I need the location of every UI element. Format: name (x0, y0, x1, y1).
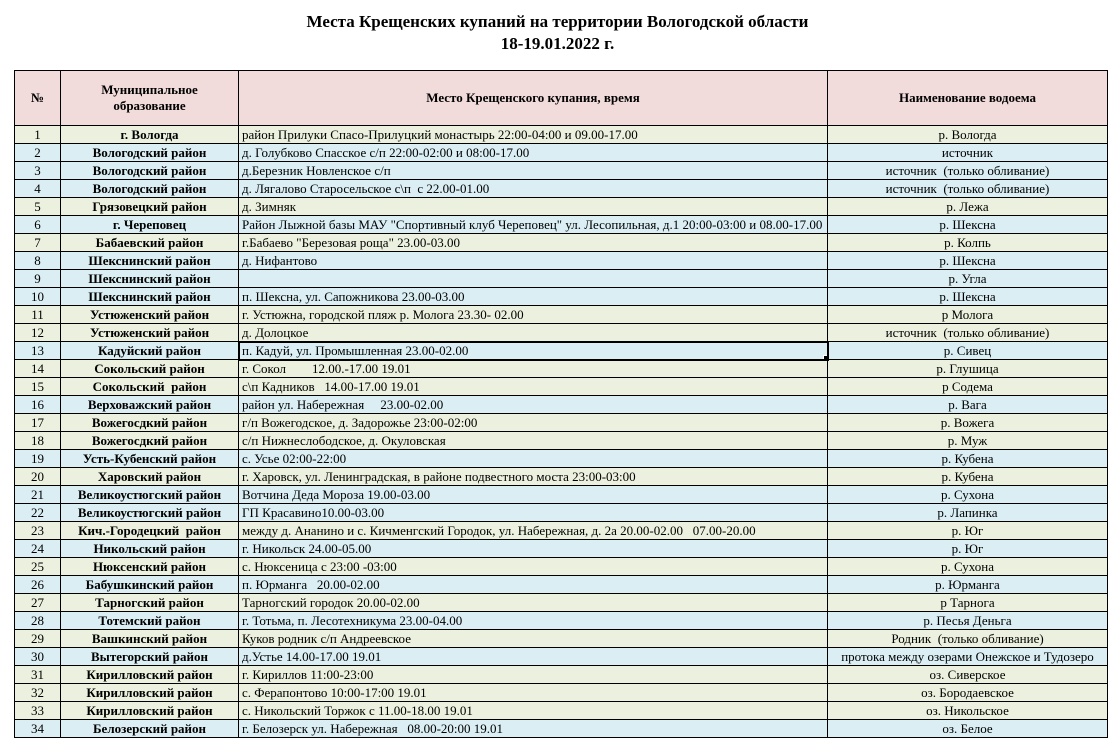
row-number-cell[interactable]: 14 (15, 360, 61, 378)
table-row (15, 252, 1108, 270)
table-row (15, 306, 1108, 324)
row-number-cell[interactable]: 1 (15, 126, 61, 144)
place-cell[interactable]: г. Сокол 12.00.-17.00 19.01 (239, 360, 828, 378)
municipality-cell[interactable]: Великоустюгский район (61, 486, 239, 504)
waterbody-cell[interactable]: р Молога (828, 306, 1108, 324)
waterbody-cell[interactable]: р. Шексна (828, 252, 1108, 270)
municipality-cell[interactable]: Кирилловский район (61, 684, 239, 702)
row-number-cell[interactable]: 6 (15, 216, 61, 234)
place-cell[interactable]: д. Долоцкое (239, 324, 828, 342)
waterbody-cell[interactable]: р. Вологда (828, 126, 1108, 144)
place-cell[interactable]: п. Шексна, ул. Сапожникова 23.00-03.00 (239, 288, 828, 306)
waterbody-cell[interactable]: источник (828, 144, 1108, 162)
table-row (15, 216, 1108, 234)
place-cell[interactable]: д. Зимняк (239, 198, 828, 216)
place-cell[interactable]: д. Лягалово Старосельское с\п с 22.00-01.00 (239, 180, 828, 198)
row-number-cell[interactable]: 11 (15, 306, 61, 324)
place-cell[interactable]: Тарногский городок 20.00-02.00 (239, 594, 828, 612)
table-row (15, 324, 1108, 342)
place-cell[interactable]: д. Голубково Спасское с/п 22:00-02:00 и 08:00-17.00 (239, 144, 828, 162)
municipality-cell[interactable]: Белозерский район (61, 720, 239, 738)
row-number-cell[interactable]: 7 (15, 234, 61, 252)
waterbody-cell[interactable]: р. Юг (828, 522, 1108, 540)
waterbody-cell[interactable]: р. Вага (828, 396, 1108, 414)
municipality-cell[interactable]: Сокольский район (61, 378, 239, 396)
row-number-cell[interactable]: 21 (15, 486, 61, 504)
table-row (15, 522, 1108, 540)
municipality-cell[interactable]: Кич.-Городецкий район (61, 522, 239, 540)
table-row (15, 720, 1108, 738)
table-row (15, 198, 1108, 216)
waterbody-cell[interactable]: р. Кубена (828, 468, 1108, 486)
header-row (15, 71, 1108, 126)
table-row (15, 144, 1108, 162)
waterbody-cell[interactable]: р. Угла (828, 270, 1108, 288)
municipality-cell[interactable]: Шекснинский район (61, 252, 239, 270)
municipality-cell[interactable]: Харовский район (61, 468, 239, 486)
place-cell[interactable] (239, 270, 828, 288)
waterbody-cell[interactable]: р. Лапинка (828, 504, 1108, 522)
place-cell[interactable]: г. Харовск, ул. Ленинградская, в районе подвестного моста 23:00-03:00 (239, 468, 828, 486)
row-number-cell[interactable]: 3 (15, 162, 61, 180)
municipality-cell[interactable]: Никольский район (61, 540, 239, 558)
waterbody-cell[interactable]: р. Муж (828, 432, 1108, 450)
place-cell[interactable]: Вотчина Деда Мороза 19.00-03.00 (239, 486, 828, 504)
waterbody-cell[interactable]: р. Юрманга (828, 576, 1108, 594)
place-cell[interactable]: ГП Красавино10.00-03.00 (239, 504, 828, 522)
page-title-line2: 18-19.01.2022 г. (500, 34, 615, 53)
place-cell[interactable]: Район Лыжной базы МАУ "Спортивный клуб Череповец" ул. Лесопильная, д.1 20:00-03:00 и 08.00-17.00 (239, 216, 828, 234)
row-number-cell[interactable]: 5 (15, 198, 61, 216)
row-number-cell[interactable]: 27 (15, 594, 61, 612)
place-cell[interactable]: между д. Ананино и с. Кичменгский Городок, ул. Набережная, д. 2а 20.00-02.00 07.00-20.00 (239, 522, 828, 540)
waterbody-cell[interactable]: р. Вожега (828, 414, 1108, 432)
waterbody-cell[interactable]: р. Шексна (828, 288, 1108, 306)
waterbody-cell[interactable]: р. Сухона (828, 486, 1108, 504)
municipality-cell[interactable]: Сокольский район (61, 360, 239, 378)
table-row (15, 288, 1108, 306)
table-row (15, 414, 1108, 432)
waterbody-cell[interactable]: протока между озерами Онежское и Тудозеро (828, 648, 1108, 666)
row-number-cell[interactable]: 17 (15, 414, 61, 432)
place-cell[interactable]: район ул. Набережная 23.00-02.00 (239, 396, 828, 414)
row-number-cell[interactable]: 26 (15, 576, 61, 594)
row-number-cell[interactable]: 34 (15, 720, 61, 738)
row-number-cell[interactable]: 25 (15, 558, 61, 576)
row-number-cell[interactable]: 19 (15, 450, 61, 468)
row-number-cell[interactable]: 23 (15, 522, 61, 540)
place-cell[interactable]: п. Кадуй, ул. Промышленная 23.00-02.00 (239, 342, 828, 360)
municipality-cell[interactable]: Вожегосдкий район (61, 414, 239, 432)
place-cell[interactable]: д. Нифантово (239, 252, 828, 270)
row-number-cell[interactable]: 20 (15, 468, 61, 486)
waterbody-cell[interactable]: р. Кубена (828, 450, 1108, 468)
waterbody-cell[interactable]: р. Лежа (828, 198, 1108, 216)
waterbody-cell[interactable]: р. Сухона (828, 558, 1108, 576)
municipality-cell[interactable]: Великоустюгский район (61, 504, 239, 522)
header-cell-number[interactable]: № (15, 71, 61, 126)
row-number-cell[interactable]: 12 (15, 324, 61, 342)
table-row (15, 432, 1108, 450)
municipality-cell[interactable]: Бабушкинский район (61, 576, 239, 594)
place-cell[interactable]: г/п Вожегодское, д. Задорожье 23:00-02:00 (239, 414, 828, 432)
waterbody-cell[interactable]: источник (только обливание) (828, 324, 1108, 342)
place-cell[interactable]: с/п Нижнеслободское, д. Окуловская (239, 432, 828, 450)
table-row (15, 558, 1108, 576)
municipality-cell[interactable]: Кирилловский район (61, 702, 239, 720)
table-row (15, 486, 1108, 504)
municipality-cell[interactable]: Нюксенский район (61, 558, 239, 576)
table-row (15, 270, 1108, 288)
municipality-cell[interactable]: Тарногский район (61, 594, 239, 612)
place-cell[interactable]: г. Устюжна, городской пляж р. Молога 23.30- 02.00 (239, 306, 828, 324)
table-row (15, 126, 1108, 144)
waterbody-cell[interactable]: р. Песья Деньга (828, 612, 1108, 630)
row-number-cell[interactable]: 32 (15, 684, 61, 702)
page-title-line1: Места Крещенских купаний на территории Вологодской области (306, 12, 809, 31)
place-cell[interactable]: с. Нюксеница с 23:00 -03:00 (239, 558, 828, 576)
table-row (15, 630, 1108, 648)
row-number-cell[interactable]: 18 (15, 432, 61, 450)
table-row (15, 648, 1108, 666)
municipality-cell[interactable]: Тотемский район (61, 612, 239, 630)
municipality-cell[interactable]: Бабаевский район (61, 234, 239, 252)
table-row (15, 234, 1108, 252)
row-number-cell[interactable]: 15 (15, 378, 61, 396)
row-number-cell[interactable]: 33 (15, 702, 61, 720)
row-number-cell[interactable]: 28 (15, 612, 61, 630)
municipality-cell[interactable]: г. Череповец (61, 216, 239, 234)
place-cell[interactable]: с. Усье 02:00-22:00 (239, 450, 828, 468)
municipality-cell[interactable]: Вожегосдкий район (61, 432, 239, 450)
municipality-cell[interactable]: Усть-Кубенский район (61, 450, 239, 468)
place-cell[interactable]: г. Тотьма, п. Лесотехникума 23.00-04.00 (239, 612, 828, 630)
table-row (15, 450, 1108, 468)
bathing-places-table (14, 70, 1108, 738)
table-row (15, 468, 1108, 486)
row-number-cell[interactable]: 10 (15, 288, 61, 306)
municipality-cell[interactable]: Вашкинский район (61, 630, 239, 648)
page-title (0, 0, 1115, 55)
waterbody-cell[interactable]: оз. Сиверское (828, 666, 1108, 684)
waterbody-cell[interactable]: оз. Белое (828, 720, 1108, 738)
table-row (15, 396, 1108, 414)
municipality-cell[interactable]: Вологодский район (61, 162, 239, 180)
row-number-cell[interactable]: 4 (15, 180, 61, 198)
table-row (15, 162, 1108, 180)
place-cell[interactable]: с. Никольский Торжок с 11.00-18.00 19.01 (239, 702, 828, 720)
waterbody-cell[interactable]: источник (только обливание) (828, 162, 1108, 180)
table-row (15, 504, 1108, 522)
table-row (15, 360, 1108, 378)
municipality-cell[interactable]: Устюженский район (61, 306, 239, 324)
municipality-cell[interactable]: Кадуйский район (61, 342, 239, 360)
table-row (15, 540, 1108, 558)
header-cell-waterbody[interactable]: Наименование водоема (828, 71, 1108, 126)
row-number-cell[interactable]: 24 (15, 540, 61, 558)
municipality-cell[interactable]: Вытегорский район (61, 648, 239, 666)
waterbody-cell[interactable]: оз. Никольское (828, 702, 1108, 720)
table-row (15, 342, 1108, 360)
place-cell[interactable]: д.Устье 14.00-17.00 19.01 (239, 648, 828, 666)
place-cell[interactable]: г.Бабаево "Березовая роща" 23.00-03.00 (239, 234, 828, 252)
place-cell[interactable]: с\п Кадников 14.00-17.00 19.01 (239, 378, 828, 396)
table-row (15, 612, 1108, 630)
place-cell[interactable]: г. Кириллов 11:00-23:00 (239, 666, 828, 684)
waterbody-cell[interactable]: р. Колпь (828, 234, 1108, 252)
row-number-cell[interactable]: 22 (15, 504, 61, 522)
place-cell[interactable]: г. Никольск 24.00-05.00 (239, 540, 828, 558)
waterbody-cell[interactable]: р. Юг (828, 540, 1108, 558)
row-number-cell[interactable]: 13 (15, 342, 61, 360)
table-row (15, 594, 1108, 612)
waterbody-cell[interactable]: оз. Бородаевское (828, 684, 1108, 702)
place-cell[interactable]: Куков родник с/п Андреевское (239, 630, 828, 648)
municipality-cell[interactable]: Верховажский район (61, 396, 239, 414)
place-cell[interactable]: район Прилуки Спасо-Прилуцкий монастырь 22:00-04:00 и 09.00-17.00 (239, 126, 828, 144)
waterbody-cell[interactable]: р. Сивец (828, 342, 1108, 360)
waterbody-cell[interactable]: Родник (только обливание) (828, 630, 1108, 648)
table-row (15, 180, 1108, 198)
municipality-cell[interactable]: Вологодский район (61, 180, 239, 198)
waterbody-cell[interactable]: р Содема (828, 378, 1108, 396)
row-number-cell[interactable]: 2 (15, 144, 61, 162)
waterbody-cell[interactable]: р. Шексна (828, 216, 1108, 234)
waterbody-cell[interactable]: источник (только обливание) (828, 180, 1108, 198)
place-cell[interactable]: п. Юрманга 20.00-02.00 (239, 576, 828, 594)
municipality-cell[interactable]: Вологодский район (61, 144, 239, 162)
table-row (15, 702, 1108, 720)
row-number-cell[interactable]: 30 (15, 648, 61, 666)
row-number-cell[interactable]: 31 (15, 666, 61, 684)
row-number-cell[interactable]: 9 (15, 270, 61, 288)
table-row (15, 378, 1108, 396)
header-cell-municipality[interactable]: Муниципальное образование (61, 71, 239, 126)
table-row (15, 684, 1108, 702)
municipality-cell[interactable]: Грязовецкий район (61, 198, 239, 216)
table-row (15, 666, 1108, 684)
municipality-cell[interactable]: Шекснинский район (61, 270, 239, 288)
municipality-cell[interactable]: Кирилловский район (61, 666, 239, 684)
waterbody-cell[interactable]: р. Глушица (828, 360, 1108, 378)
place-cell[interactable]: д.Березник Новленское с/п (239, 162, 828, 180)
header-cell-place[interactable]: Место Крещенского купания, время (239, 71, 828, 126)
waterbody-cell[interactable]: р Тарнога (828, 594, 1108, 612)
row-number-cell[interactable]: 8 (15, 252, 61, 270)
selection-handle[interactable] (823, 355, 828, 360)
table-row (15, 576, 1108, 594)
table-header (15, 71, 1108, 126)
municipality-cell[interactable]: Устюженский район (61, 324, 239, 342)
municipality-cell[interactable]: г. Вологда (61, 126, 239, 144)
row-number-cell[interactable]: 29 (15, 630, 61, 648)
row-number-cell[interactable]: 16 (15, 396, 61, 414)
place-cell[interactable]: г. Белозерск ул. Набережная 08.00-20:00 19.01 (239, 720, 828, 738)
municipality-cell[interactable]: Шекснинский район (61, 288, 239, 306)
place-cell[interactable]: с. Ферапонтово 10:00-17:00 19.01 (239, 684, 828, 702)
table-body (15, 126, 1108, 738)
